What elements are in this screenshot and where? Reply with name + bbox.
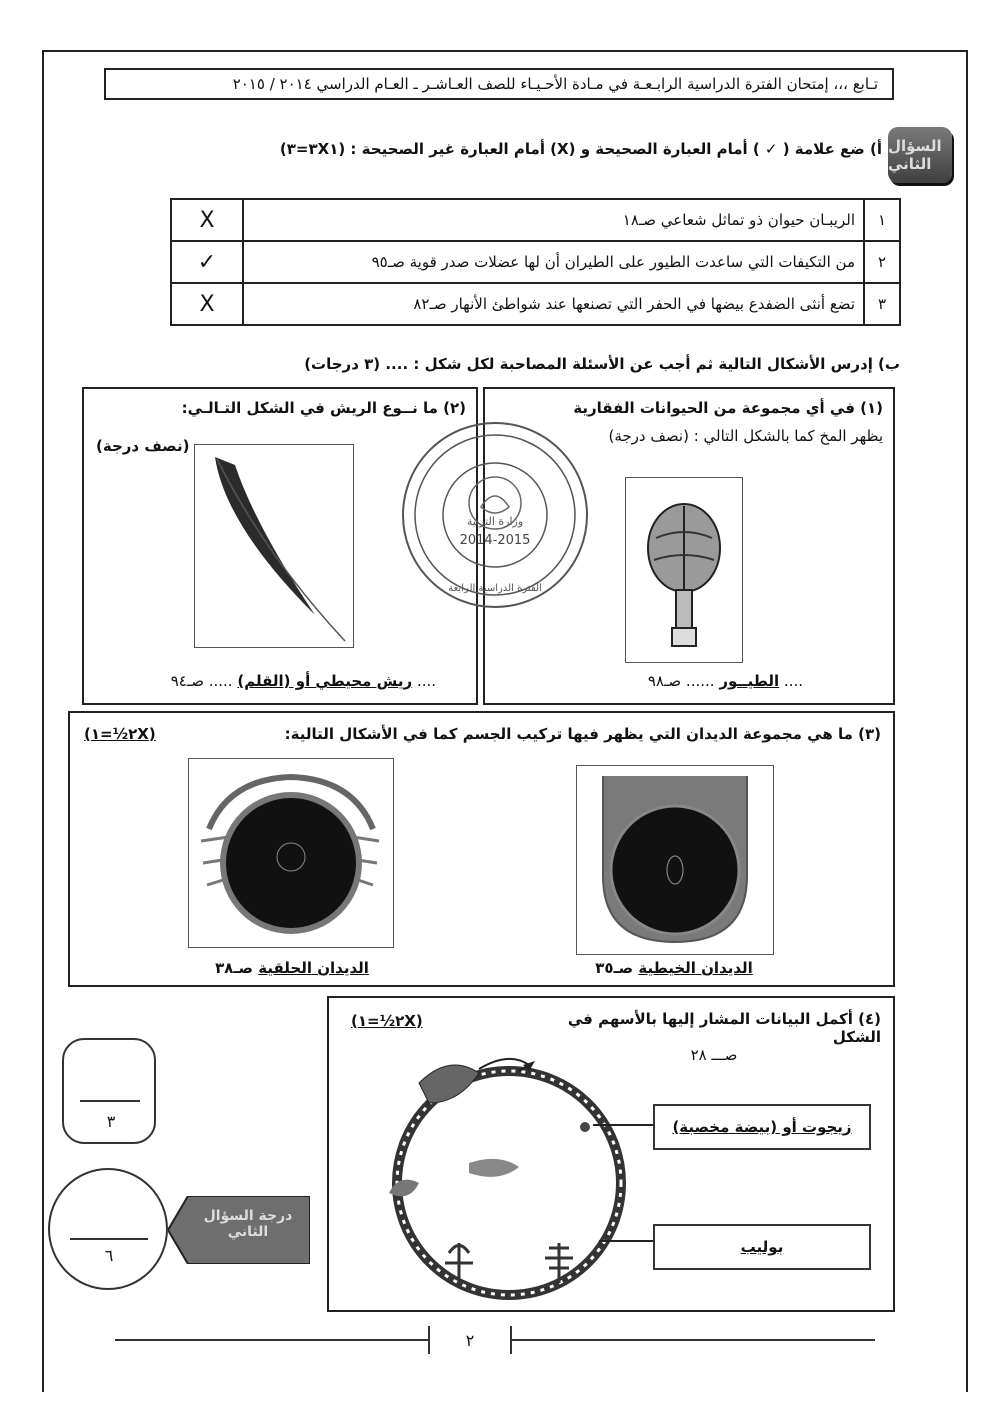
stamp-ring-text: الفترة الدراسية الرابعة — [448, 583, 542, 594]
row-number: ٣ — [864, 283, 900, 325]
question-4-label-2: بوليب — [740, 1238, 784, 1256]
score-tag-label: درجة السؤال الثاني — [203, 1208, 293, 1240]
feather-icon — [195, 445, 353, 647]
stamp-center-text: وزارة التربية — [466, 515, 524, 528]
question-1-answer: الطيــور — [719, 672, 780, 690]
question-badge-label: السؤال الثاني — [888, 127, 952, 183]
jellyfish-life-cycle-icon — [359, 1043, 659, 1305]
table-row — [171, 199, 900, 241]
statement-cell: من التكيفات التي ساعدت الطيور على الطيران أن لها عضلات صدر قوية صـ٩٥ — [243, 241, 864, 283]
question-4-page-ref: صـــ ٢٨ — [690, 1046, 738, 1064]
answer-cell: X — [171, 199, 243, 241]
score-divider — [70, 1238, 148, 1240]
answer-page-ref: ...... صـ٩٨ — [647, 672, 715, 690]
true-false-table — [170, 198, 901, 326]
question-2-grade: (نصف درجة) — [96, 437, 190, 455]
row-number: ١ — [864, 199, 900, 241]
question-badge — [888, 127, 952, 183]
answer-dots: .... — [783, 672, 803, 690]
page-number-value: ٢ — [465, 1330, 475, 1350]
answer-page-ref: ..... صـ٩٤ — [170, 672, 233, 690]
answer-cell: X — [171, 283, 243, 325]
question-4-box — [327, 996, 895, 1312]
question-3-answer-left-line — [182, 959, 402, 977]
question-4-grade: (٢X½=١) — [351, 1012, 423, 1030]
question-2-text: (٢) ما نــوع الريش في الشكل التـالـي: — [181, 399, 466, 417]
official-stamp — [395, 415, 595, 615]
score-tag-badge — [168, 1196, 310, 1264]
feather-image — [194, 444, 354, 648]
question-4-text: (٤) أكمل البيانات المشار إليها بالأسهم في الشكل — [567, 1010, 881, 1046]
brain-icon — [626, 478, 742, 662]
table-row — [171, 241, 900, 283]
score-box-1-value: ٣ — [106, 1112, 116, 1131]
exam-header-title: تـابع ،،، إمتحان الفترة الدراسية الرابـعـة في مـادة الأحـيـاء للصف العـاشـر ـ العـام الدراسي ٢٠١٤ / ٢٠١٥ — [232, 75, 878, 93]
answer-page-ref: صـ٣٥ — [595, 959, 634, 977]
question-3-text: (٣) ما هي مجموعة الديدان التي يظهر فيها تركيب الجسم كما في الأشكال التالية: — [284, 725, 881, 743]
nematode-icon — [577, 766, 773, 954]
arrow-line-1 — [593, 1124, 653, 1126]
row-number: ٢ — [864, 241, 900, 283]
question-3-grade: (٢X½=١) — [84, 725, 156, 743]
answer-page-ref: صـ٣٨ — [215, 959, 254, 977]
question-3-answer-left: الديدان الحلقية — [258, 959, 369, 977]
answer-dots: .... — [416, 672, 436, 690]
question-2-answer: ريش محيطي أو (القلم) — [237, 672, 413, 690]
question-3-box — [68, 711, 895, 987]
question-1-answer-line — [503, 672, 803, 690]
score-divider — [80, 1100, 140, 1102]
table-row — [171, 283, 900, 325]
score-box-part-b — [62, 1038, 156, 1144]
answer-cell: ✓ — [171, 241, 243, 283]
bird-brain-image — [625, 477, 743, 663]
question-1-subtext: يظهر المخ كما بالشكل التالي : (نصف درجة) — [608, 427, 883, 445]
annelid-cross-section-image — [188, 758, 394, 948]
question-2-answer-line — [96, 672, 436, 690]
annelid-icon — [189, 759, 393, 947]
page-number — [428, 1326, 512, 1354]
question-3-answer-right: الديدان الخيطية — [638, 959, 753, 977]
label-box-2 — [653, 1224, 871, 1270]
label-box-1 — [653, 1104, 871, 1150]
score-box-2-value: ٦ — [104, 1246, 114, 1265]
stamp-year: 2014-2015 — [459, 533, 531, 548]
question-4-label-1: زيجوت أو (بيضة مخصبة) — [672, 1118, 852, 1136]
question-1-text: (١) في أي مجموعة من الحيوانات الفقارية — [573, 399, 883, 417]
question-3-answer-right-line — [564, 959, 784, 977]
arrow-line-2 — [599, 1240, 653, 1242]
part-b-instruction: ب) إدرس الأشكال التالية ثم أجب عن الأسئلة المصاحبة لكل شكل : .... (٣ درجات) — [304, 355, 900, 373]
score-oval-total — [48, 1168, 168, 1290]
exam-header — [104, 68, 894, 100]
statement-cell: تضع أنثى الضفدع بيضها في الحفر التي تصنعها عند شواطئ الأنهار صـ٨٢ — [243, 283, 864, 325]
part-a-instruction: أ) ضع علامة ( ✓ ) أمام العبارة الصحيحة و (X) أمام العبارة غير الصحيحة : (٣X١=٣) — [279, 140, 882, 158]
statement-cell: الريبـان حيوان ذو تماثل شعاعي صـ١٨ — [243, 199, 864, 241]
nematode-cross-section-image — [576, 765, 774, 955]
life-cycle-diagram — [359, 1043, 659, 1305]
